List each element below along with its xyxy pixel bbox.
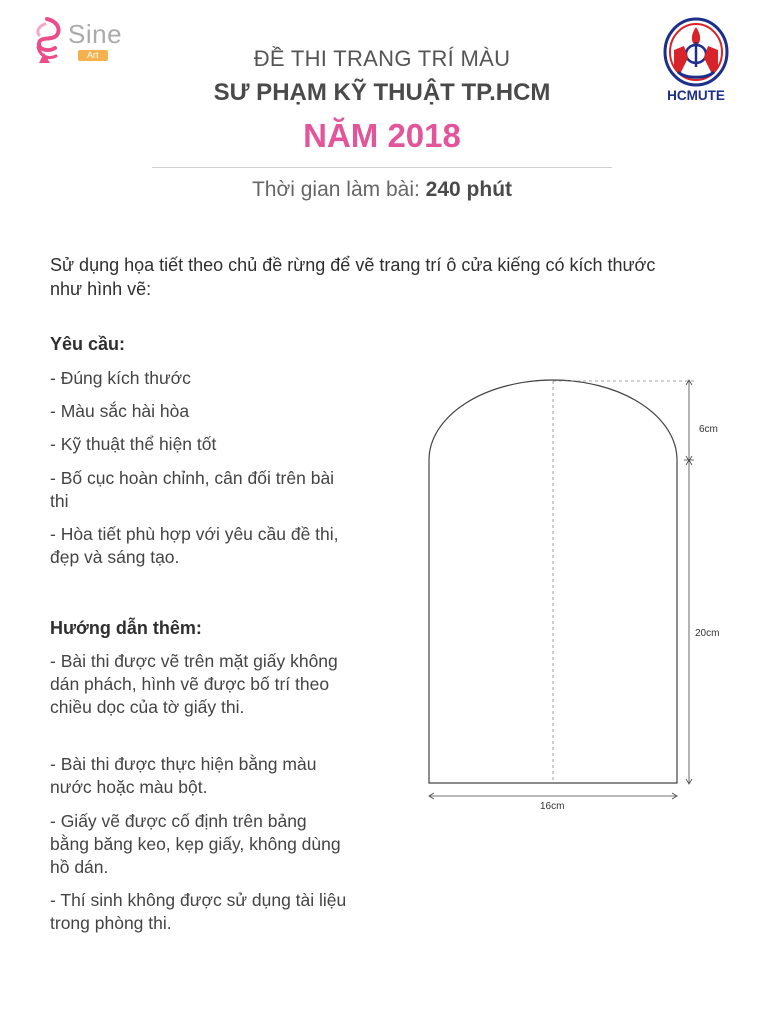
sine-swirl-icon [30,16,64,64]
requirement-item: - Kỹ thuật thể hiện tốt [50,434,217,454]
sine-art-logo [30,16,140,66]
dim-top-label: 6cm [699,424,718,435]
requirements-title: Yêu cầu: [50,334,126,354]
guide-title: Hướng dẫn thêm: [50,618,202,638]
requirement-item: - Hòa tiết phù hợp với yêu cầu đề thi, đẹp và sáng tạo. [50,524,339,567]
guide-item: - Bài thi được vẽ trên mặt giấy không dán phách, hình vẽ được bố trí theo chiều dọc của tờ giấy thi. [50,651,338,717]
guide-item: - Thí sinh không được sử dụng tài liệu trong phòng thi. [50,890,347,933]
hcmute-logo [656,16,736,108]
guide-item: - Bài thi được thực hiện bằng màu nước hoặc màu bột. [50,754,317,797]
time-value: 240 phút [425,178,513,201]
hcmute-wordmark: HCMUTE [667,88,725,103]
school-name: SƯ PHẠM KỸ THUẬT TP.HCM [213,79,551,106]
header-divider [152,167,612,168]
dim-bottom-label: 16cm [540,801,565,812]
exam-instruction: Sử dụng họa tiết theo chủ đề rừng để vẽ trang trí ô cửa kiếng có kích thước như hình vẽ: [50,255,656,299]
guide-item: - Giấy vẽ được cố định trên bảng bằng băng keo, kẹp giấy, không dùng hồ dán. [50,811,341,877]
requirement-item: - Bố cục hoàn chỉnh, cân đối trên bài thi [50,468,335,511]
window-dimension-figure [420,370,740,820]
sine-wordmark: Sine [68,19,123,49]
exam-title: ĐỀ THI TRANG TRÍ MÀU [253,46,511,71]
hcmute-emblem-icon [656,16,736,88]
art-badge: Art [78,50,108,61]
dim-side-label: 20cm [695,628,720,639]
exam-year: NĂM 2018 [303,117,461,154]
exam-duration [150,178,614,202]
requirement-item: - Màu sắc hài hòa [50,401,190,421]
time-label: Thời gian làm bài: [251,178,420,201]
requirement-item: - Đúng kích thước [50,368,191,388]
